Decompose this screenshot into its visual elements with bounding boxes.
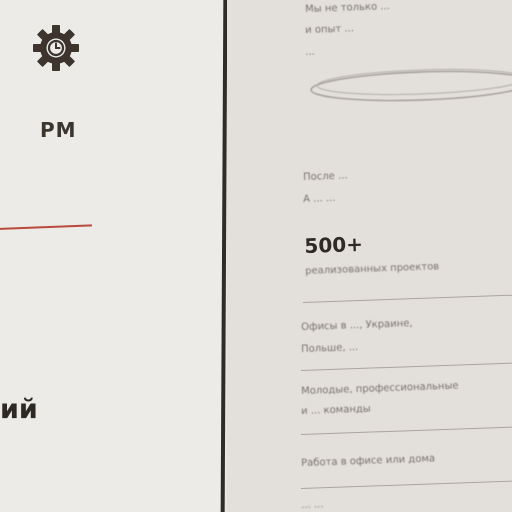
divider: [301, 480, 512, 489]
icon-label: PM: [40, 118, 77, 142]
benefit-line: Работа в офисе или дома: [301, 453, 436, 469]
decorative-ellipse: [303, 62, 512, 106]
stat-caption: реализованных проектов: [305, 261, 440, 277]
stat-value: 500+: [304, 231, 364, 258]
intro-line: Мы не только ...: [305, 1, 391, 15]
gear-icon: [30, 22, 82, 74]
intro-line: ...: [305, 46, 315, 58]
divider: [303, 294, 512, 303]
intro-line: и опыт ...: [305, 23, 355, 36]
left-panel: [0, 0, 224, 512]
section-heading-fragment: ий: [0, 394, 38, 425]
benefit-line: Офисы в ..., Украине,: [301, 318, 413, 333]
divider: [301, 426, 512, 435]
paragraph-line: А ... ...: [303, 192, 336, 205]
right-panel: [227, 0, 512, 512]
benefit-line: ... ...: [301, 499, 324, 511]
paragraph-line: После ...: [303, 170, 348, 183]
benefit-line: и ... команды: [301, 403, 371, 417]
divider: [301, 362, 512, 371]
benefit-line: Польше, ...: [301, 342, 359, 355]
accent-divider: [0, 224, 92, 230]
benefit-line: Молодые, профессиональные: [301, 380, 459, 397]
